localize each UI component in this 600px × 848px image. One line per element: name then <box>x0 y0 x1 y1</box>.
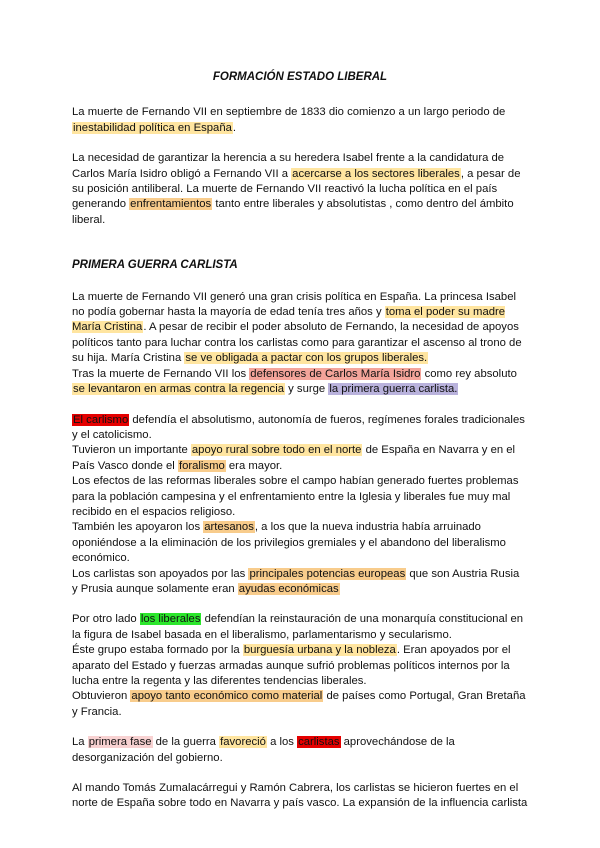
paragraph-carlismo: El carlismo defendía el absolutismo, autonomía de fueros, regímenes forales tradicionales y el catolicismo. <box>72 413 525 441</box>
highlight-yellow: favoreció <box>220 736 266 749</box>
highlight-red: El carlismo <box>73 413 129 426</box>
paragraph-burguesia: Éste grupo estaba formado por la burguesía urbana y la nobleza. Eran apoyados por el aparato del Estado y fuerzas armadas aunque sufrió problemas políticos internos por la lucha entre la regenta y las diferentes tendencias liberales. <box>72 644 511 687</box>
paragraph-artesanos: También les apoyaron los artesanos, a los que la nueva industria había arruinado oponiéndose a la eliminación de los privilegios gremiales y el abandono del liberalismo económico. <box>72 521 506 565</box>
highlight-green: los liberales <box>140 613 201 626</box>
highlight-yellow: toma el poder su madre María Cristina <box>72 306 506 334</box>
highlight-pink: primera fase <box>88 736 152 749</box>
paragraph-potencias: Los carlistas son apoyados por las principales potencias europeas que son Austria Rusia y Prusia aunque solamente eran ayudas económicas <box>72 567 520 595</box>
highlight-yellow: acercarse a los sectores liberales <box>292 167 460 180</box>
highlight-lavender: la primera guerra carlista. <box>329 383 458 396</box>
highlight-yellow: burguesía urbana y la nobleza <box>243 644 396 657</box>
highlight-salmon: defensores de Carlos María Isidro <box>250 367 421 380</box>
paragraph-intro: La muerte de Fernando VII en septiembre de 1833 dio comienzo a un largo periodo de inestabilidad política en España. <box>72 106 506 134</box>
highlight-orange: apoyo tanto económico como material <box>131 690 323 703</box>
section-heading: PRIMERA GUERRA CARLISTA <box>72 259 238 272</box>
paragraph-apoyo-rural: Tuvieron un importante apoyo rural sobre todo en el norte de España en Navarra y en el País Vasco donde el foralismo era mayor. <box>72 444 516 472</box>
highlight-orange: artesanos <box>204 521 254 534</box>
paragraph-apoyo-paises: Obtuvieron apoyo tanto económico como material de países como Portugal, Gran Bretaña y Francia. <box>72 690 526 718</box>
paragraph-primera-fase: La primera fase de la guerra favoreció a los carlistas aprovechándose de la desorganización del gobierno. <box>72 736 455 764</box>
highlight-yellow: inestabilidad política en España <box>73 121 232 134</box>
paragraph-liberales: Por otro lado los liberales defendían la reinstauración de una monarquía constitucional en la figura de Isabel basada en el liberalismo, parlamentarismo y secularismo. <box>72 613 524 641</box>
highlight-red: carlistas <box>298 736 340 749</box>
document-title: FORMACIÓN ESTADO LIBERAL <box>212 71 388 83</box>
highlight-orange: foralismo <box>178 459 225 472</box>
paragraph-herencia: La necesidad de garantizar la herencia a su heredera Isabel frente a la candidatura de Carlos María Isidro obligó a Fernando VII a acercarse a los sectores liberales, a pesar de su posición antiliberal. La muerte de Fernando VII reactivó la lucha política en el país generando enfrentamientos tanto entre liberales y absolutistas , como dentro del ámbito liberal. <box>72 152 521 226</box>
paragraph-reformas: Los efectos de las reformas liberales sobre el campo habían generado fuertes problemas para la población campesina y el enfrentamiento entre la Iglesia y liberales fue muy mal recibido en el espacios religioso. <box>72 475 519 518</box>
highlight-yellow: se ve obligada a pactar con los grupos liberales. <box>185 352 428 365</box>
paragraph-crisis: La muerte de Fernando VII generó una gran crisis política en España. La princesa Isabel no podía gobernar hasta la mayoría de edad tenía tres años y toma el poder su madre María Cristina. A pesar de recibir el poder absoluto de Fernando, la necesidad de apoyos políticos tanto para luchar contra los carlistas como para garantizar el ascenso al trono de su hija. María Cristina se ve obligada a pactar con los grupos liberales. <box>72 290 522 365</box>
highlight-yellow: apoyo rural sobre todo en el norte <box>191 444 362 457</box>
highlight-yellow: se levantaron en armas contra la regencia <box>73 383 284 396</box>
paragraph-levantamiento: Tras la muerte de Fernando VII los defensores de Carlos María Isidro como rey absoluto se levantaron en armas contra la regencia y surge la primera guerra carlista. <box>72 367 517 396</box>
highlight-orange: enfrentamientos <box>130 198 212 211</box>
highlight-orange: principales potencias europeas <box>249 567 406 580</box>
highlight-orange: ayudas económicas <box>238 582 339 595</box>
paragraph-zumalacarregui: Al mando Tomás Zumalacárregui y Ramón Cabrera, los carlistas se hicieron fuertes en el norte de España sobre todo en Navarra y país vasco. La expansión de la influencia carlista <box>72 782 528 810</box>
